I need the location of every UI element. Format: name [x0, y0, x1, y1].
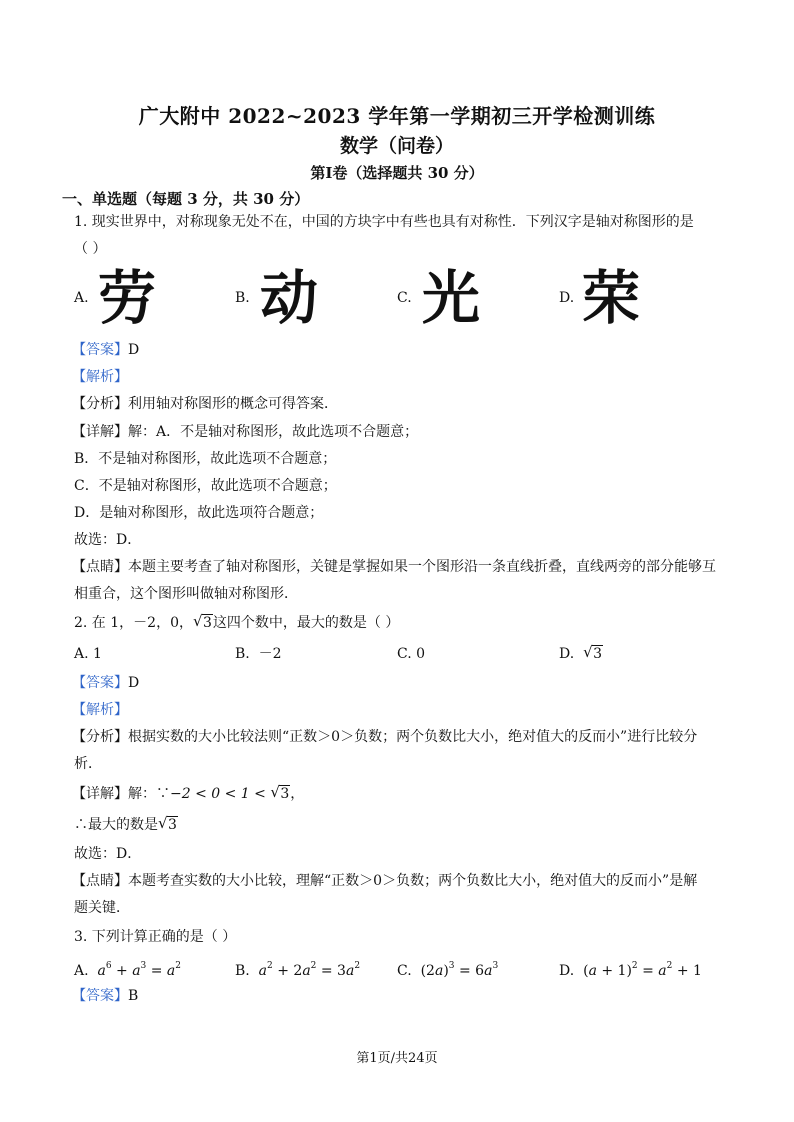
q1-line-d: D．是轴对称图形，故此选项符合题意；: [74, 505, 324, 521]
q2-option-c-label: C.: [397, 646, 412, 662]
exam-title: 广大附中 2022~2023 学年第一学期初三开学检测训练: [138, 104, 656, 128]
q1-option-c-char: 光: [422, 264, 481, 332]
q1-option-d-char: 荣: [582, 264, 641, 332]
q2-option-d-label: D.: [559, 646, 575, 662]
q2-analysis: [72, 701, 128, 719]
q2-stem-sqrt: √ 3: [192, 612, 212, 631]
q2-conclusion-prefix: ∴最大的数是: [74, 817, 158, 833]
q2-option-c-value: 0: [416, 646, 426, 662]
q2-fenxi: [72, 728, 697, 746]
q1-fenxi: [72, 395, 338, 413]
q2-answer: [72, 674, 139, 692]
q1-option-b-char: 动: [260, 264, 319, 332]
q3-option-c-label: C.: [397, 963, 412, 979]
q3-option-c: [397, 957, 498, 980]
q3-option-b: [235, 957, 360, 980]
q2-answer-value: D: [128, 675, 140, 691]
q1-fenxi-tag: 【分析】: [72, 396, 128, 412]
q3-option-a-formula: $a^6 + a^3 = a^2$: [97, 961, 181, 979]
q3-answer: [72, 987, 138, 1005]
q1-dianjing: [72, 558, 716, 576]
page-footer: 第1页/共24页: [356, 1051, 438, 1066]
q2-conclusion-sqrt-arg: 3: [168, 817, 177, 833]
q1-line-c: C．不是轴对称图形，故此选项不合题意；: [74, 478, 337, 494]
q2-dianjing: [72, 872, 697, 890]
q1-analysis-tag: 【解析】: [72, 369, 128, 385]
q2-option-d-value: 3: [593, 646, 603, 662]
q2-stem-suffix: 这四个数中，最大的数是（ ）: [212, 615, 400, 631]
q2-xiangjie-math: −2 < 0 < 1 <: [170, 786, 271, 802]
q1-stem-line2: （ ）: [74, 241, 107, 257]
q3-option-d: [559, 957, 702, 980]
q3-option-c-formula: $(2a)^3 = 6a^3$: [420, 961, 499, 979]
q2-stem-sqrt-arg: 3: [202, 615, 212, 631]
q2-stem: [74, 614, 399, 632]
q3-stem: 3. 下列计算正确的是（ ）: [74, 929, 237, 945]
q2-xiangjie-suffix: ，: [290, 786, 305, 802]
q2-xiangjie-prefix: 解：∵: [128, 786, 170, 802]
q3-option-a-label: A.: [74, 963, 89, 979]
q2-answer-tag: 【答案】: [72, 675, 128, 691]
q1-option-d-label: D.: [559, 290, 575, 306]
q2-guxuan: 故选：D．: [74, 846, 142, 862]
q1-option-a-char: 劳: [98, 264, 157, 332]
q2-option-a: [74, 645, 102, 663]
q2-option-b-value: －2: [258, 646, 282, 662]
q2-analysis-tag: 【解析】: [72, 702, 128, 718]
q1-analysis: [72, 368, 128, 386]
q2-option-b: [235, 645, 282, 663]
q1-line-b: B．不是轴对称图形，故此选项不合题意；: [74, 451, 337, 467]
q3-answer-value: B: [128, 988, 139, 1004]
q1-answer-tag: 【答案】: [72, 342, 128, 358]
q3-option-a: [74, 957, 181, 980]
q2-dianjing-line2: 题关键．: [74, 900, 130, 916]
q1-answer-value: D: [128, 342, 140, 358]
q2-option-c: [397, 645, 425, 663]
q2-option-b-label: B.: [235, 646, 250, 662]
q2-xiangjie-sqrt: √ 3: [270, 783, 290, 802]
q2-dianjing-tag: 【点睛】: [72, 873, 128, 889]
q1-dianjing-text: 本题主要考查了轴对称图形，关键是掌握如果一个图形沿一条直线折叠，直线两旁的部分能够互: [128, 559, 716, 575]
q3-option-b-formula: $a^2 + 2a^2 = 3a^2$: [258, 961, 361, 979]
q1-fenxi-text: 利用轴对称图形的概念可得答案．: [128, 396, 338, 412]
q1-dianjing-line2: 相重合，这个图形叫做轴对称图形．: [74, 586, 298, 602]
q2-xiangjie-sqrt-arg: 3: [280, 786, 290, 802]
q2-option-a-value: 1: [93, 646, 102, 662]
q1-xiangjie: [72, 423, 418, 441]
q1-option-a-label: A.: [74, 290, 89, 306]
q1-answer: [72, 341, 139, 359]
q1-stem-line1: 1. 现实世界中，对称现象无处不在，中国的方块字中有些也具有对称性．下列汉字是轴对称图形的是: [74, 214, 694, 230]
q1-dianjing-tag: 【点睛】: [72, 559, 128, 575]
q2-option-a-label: A.: [74, 646, 89, 662]
q2-fenxi-line2: 析．: [74, 756, 102, 772]
volume-heading: 第Ⅰ卷（选择题共 30 分）: [310, 164, 484, 182]
q2-fenxi-tag: 【分析】: [72, 729, 128, 745]
q1-option-c-label: C.: [397, 290, 412, 306]
q3-option-d-formula: $(a + 1)^2 = a^2 + 1$: [583, 961, 702, 979]
q3-answer-tag: 【答案】: [72, 988, 128, 1004]
q3-option-d-label: D.: [559, 963, 575, 979]
q2-option-d-sqrt: √ 3: [583, 643, 603, 662]
q3-option-b-label: B.: [235, 963, 250, 979]
q2-xiangjie: [72, 785, 304, 803]
q1-xiangjie-text: 解：A．不是轴对称图形，故此选项不合题意；: [128, 424, 419, 440]
q2-stem-prefix: 2. 在 1，－2，0，: [74, 615, 193, 631]
q2-xiangjie-tag: 【详解】: [72, 786, 128, 802]
section-heading: 一、单选题（每题 3 分，共 30 分）: [62, 190, 310, 208]
q2-option-d: [559, 645, 603, 663]
q2-dianjing-text: 本题考查实数的大小比较，理解“正数＞0＞负数；两个负数比大小，绝对值大的反而小”是解: [128, 873, 698, 889]
q2-conclusion: [74, 816, 178, 834]
q2-conclusion-sqrt: √ 3: [158, 814, 177, 833]
q1-guxuan: 故选：D．: [74, 532, 142, 548]
exam-subtitle: 数学（问卷）: [339, 135, 454, 157]
q2-fenxi-text: 根据实数的大小比较法则“正数＞0＞负数；两个负数比大小，绝对值大的反而小”进行比较分: [128, 729, 698, 745]
q1-xiangjie-tag: 【详解】: [72, 424, 128, 440]
q1-option-b-label: B.: [235, 290, 250, 306]
